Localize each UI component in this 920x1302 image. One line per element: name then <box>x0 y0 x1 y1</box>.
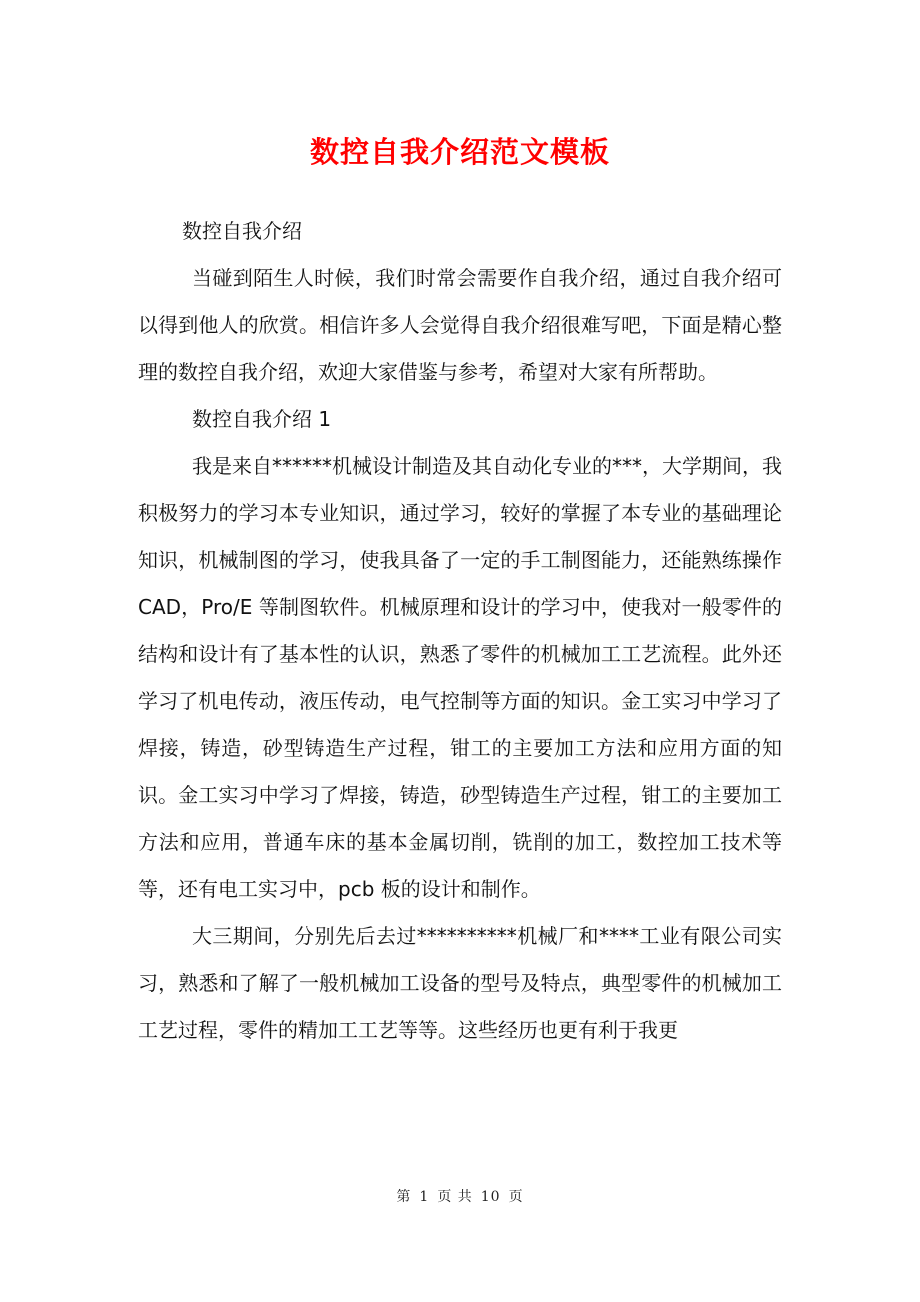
intro-paragraph: 当碰到陌生人时候，我们时常会需要作自我介绍，通过自我介绍可以得到他人的欣赏。相信许多人会觉得自我介绍很难写吧，下面是精心整理的数控自我介绍，欢迎大家借鉴与参考，希望对大家有所帮助。 <box>138 266 782 384</box>
footer-middle: 页 共 <box>437 1189 473 1205</box>
section-heading: 数控自我介绍 <box>182 219 302 243</box>
total-pages-number: 10 <box>480 1189 501 1205</box>
current-page-number: 1 <box>419 1189 430 1205</box>
section-heading-1: 数控自我介绍 1 <box>192 407 332 431</box>
footer-prefix: 第 <box>396 1189 412 1205</box>
body-paragraph: 大三期间，分别先后去过**********机械厂和****工业有限公司实习，熟悉和了解了一般机械加工设备的型号及特点，典型零件的机械加工工艺过程，零件的精加工工艺等等。这些经历也更有利于我更 <box>138 924 782 1042</box>
footer-suffix: 页 <box>508 1189 524 1205</box>
page-footer <box>0 1186 920 1206</box>
body-paragraph: 我是来自******机械设计制造及其自动化专业的***，大学期间，我积极努力的学习本专业知识，通过学习，较好的掌握了本专业的基础理论知识，机械制图的学习，使我具备了一定的手工制图能力，还能熟练操作 CAD，Pro/E 等制图软件。机械原理和设计的学习中，使我对一般零件的结构和设计有了基本性的认识，熟悉了零件的机械加工工艺流程。此外还学习了机电传动，液压传动，电气控制等方面的知识。金工实习中学习了焊接，铸造，砂型铸造生产过程，钳工的主要加工方法和应用方面的知识。金工实习中学习了焊接，铸造，砂型铸造生产过程，钳工的主要加工方法和应用，普通车床的基本金属切削，铣削的加工，数控加工技术等等，还有电工实习中，pcb 板的设计和制作。 <box>138 454 782 901</box>
document-title: 数控自我介绍范文模板 <box>309 135 610 169</box>
document-body <box>138 208 782 1054</box>
